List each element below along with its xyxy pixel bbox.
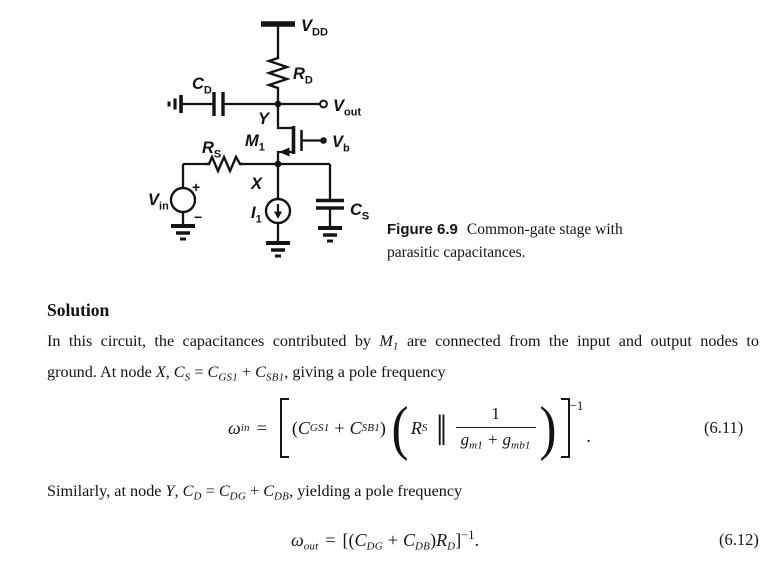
exponent-minus-1: −1 [569, 398, 584, 413]
text-run: , [174, 482, 183, 500]
var-rs: R [410, 417, 422, 438]
exponent-minus-1: −1 [461, 528, 475, 542]
rd-main: R [293, 65, 305, 83]
solution-heading: Solution [47, 300, 110, 320]
m1-main: M [245, 132, 259, 150]
rs-sub: S [213, 148, 222, 161]
var-cgs1-sub: GS1 [309, 422, 330, 434]
solution-paragraph-1 [47, 329, 759, 391]
caption-text-line2: parasitic capacitances. [387, 244, 526, 261]
plus-sign: + [334, 417, 345, 438]
vout-main: V [333, 97, 345, 115]
plus-sign: + [237, 363, 256, 381]
common-gate-circuit-figure [130, 8, 390, 270]
var-cdb: C [263, 482, 275, 500]
var-cdb-sub: DB [274, 490, 290, 503]
var-cs: C [173, 363, 185, 381]
vb-sub: b [343, 142, 350, 155]
omega-out: ω [291, 530, 304, 550]
m1-sub: 1 [258, 141, 265, 154]
resistor-rs [206, 157, 243, 171]
rs-main: R [202, 139, 214, 157]
omega-out-sub: out [303, 540, 319, 553]
var-cdb: C [403, 530, 416, 550]
cs-sub: S [361, 210, 370, 223]
equation-period: . [586, 425, 591, 446]
plus-sign: + [487, 430, 498, 450]
vin-main: V [148, 191, 160, 209]
i1-sub: 1 [255, 213, 262, 226]
vdd-label [301, 17, 328, 39]
vin-plus-sign: + [192, 179, 201, 195]
figure-number: Figure 6.9 [387, 221, 458, 238]
node-y-label: Y [258, 110, 270, 128]
var-cdg: C [354, 530, 367, 550]
fraction [456, 404, 536, 452]
close-bracket: ] [455, 530, 462, 550]
close-paren: ) [379, 417, 386, 438]
wire-drain [278, 104, 293, 128]
var-cd-sub: D [193, 490, 202, 503]
text-run: Similarly, at node [47, 482, 166, 500]
cd-main: C [192, 75, 204, 93]
node-x-label: X [251, 175, 263, 193]
close-paren: ) [430, 530, 437, 550]
vb-label [332, 133, 350, 155]
equation-6-12 [291, 528, 479, 553]
var-cgs1: C [297, 417, 310, 438]
paragraph-line-2 [47, 360, 759, 391]
var-rs-sub: S [421, 422, 428, 434]
var-rd-sub: D [447, 540, 456, 553]
open-brackets: [( [342, 530, 355, 550]
var-csb1: C [349, 417, 362, 438]
fraction-denominator [456, 427, 536, 452]
var-cs-sub: S [184, 371, 191, 384]
equals-sign: = [256, 417, 267, 438]
paragraph-line-1 [47, 329, 759, 360]
text-run: ground. At node [47, 363, 156, 381]
rd-label [293, 65, 313, 87]
text-run: In this circuit, the capacitances contributed by [47, 332, 380, 350]
equals-sign: = [201, 482, 219, 500]
vb-terminal-dot [320, 137, 327, 144]
omega-in-sub: in [240, 422, 250, 434]
close-square-bracket-icon [561, 398, 570, 458]
var-csb1-sub: SB1 [361, 422, 380, 434]
parallel-symbol: ∥ [435, 409, 448, 447]
text-run: , yielding a pole frequency [289, 482, 463, 500]
equation-number-6-12: (6.12) [719, 530, 759, 549]
i1-main: I [251, 204, 256, 222]
open-square-bracket-icon [280, 398, 289, 458]
equation-number-6-11: (6.11) [704, 418, 744, 437]
i1-arrow-head [274, 212, 282, 220]
vdd-main: V [301, 17, 313, 35]
cd-label [192, 75, 212, 97]
var-gm1: g [460, 430, 470, 450]
figure-caption [387, 218, 717, 264]
caption-text-line1: Common-gate stage with [466, 221, 623, 238]
fraction-numerator: 1 [491, 404, 500, 424]
cd-sub: D [203, 84, 212, 97]
equation-period: . [474, 530, 480, 550]
var-cdg-sub: DG [229, 490, 246, 503]
i1-label [251, 204, 262, 226]
var-y: Y [165, 482, 175, 500]
var-csb1-sub: SB1 [265, 371, 285, 384]
var-rd: R [436, 530, 448, 550]
m1-source-arrow [279, 148, 290, 157]
var-gmb1-sub: mb1 [511, 439, 531, 452]
var-cgs1: C [207, 363, 219, 381]
omega-in: ω [228, 417, 241, 438]
m1-label [245, 132, 265, 154]
plus-sign: + [245, 482, 264, 500]
var-csb1: C [255, 363, 266, 381]
equals-sign: = [190, 363, 208, 381]
vin-sub: in [159, 200, 169, 213]
cs-label [350, 201, 369, 223]
big-open-paren: ( [391, 394, 409, 461]
rd-sub: D [304, 74, 313, 87]
vdd-sub: DD [312, 26, 328, 39]
text-run: are connected from the input and output nodes to [398, 332, 759, 350]
text-run: , [165, 363, 174, 381]
var-x: X [155, 363, 166, 381]
vout-label [333, 97, 361, 119]
text-run: , giving a pole frequency [284, 363, 446, 381]
var-m1-sub: 1 [392, 340, 399, 353]
var-gmb1: g [502, 430, 512, 450]
open-paren: ( [291, 417, 298, 438]
var-gm1-sub: m1 [469, 439, 483, 452]
vout-terminal [320, 101, 327, 108]
solution-paragraph-2 [47, 482, 759, 503]
vin-minus-sign: − [194, 209, 203, 225]
var-cdb-sub: DB [415, 540, 431, 553]
vout-sub: out [344, 106, 362, 119]
cs-main: C [350, 201, 362, 219]
vb-main: V [332, 133, 344, 151]
var-cd: C [182, 482, 194, 500]
var-cdg: C [218, 482, 230, 500]
var-m1: M [379, 332, 393, 350]
vin-label [148, 191, 169, 213]
resistor-rd [269, 56, 287, 89]
big-close-paren: ) [539, 394, 557, 461]
var-cgs1-sub: GS1 [218, 371, 238, 384]
plus-sign: + [387, 530, 398, 550]
equals-sign: = [325, 530, 336, 550]
var-cdg-sub: DG [366, 540, 383, 553]
equation-6-11 [228, 393, 591, 463]
